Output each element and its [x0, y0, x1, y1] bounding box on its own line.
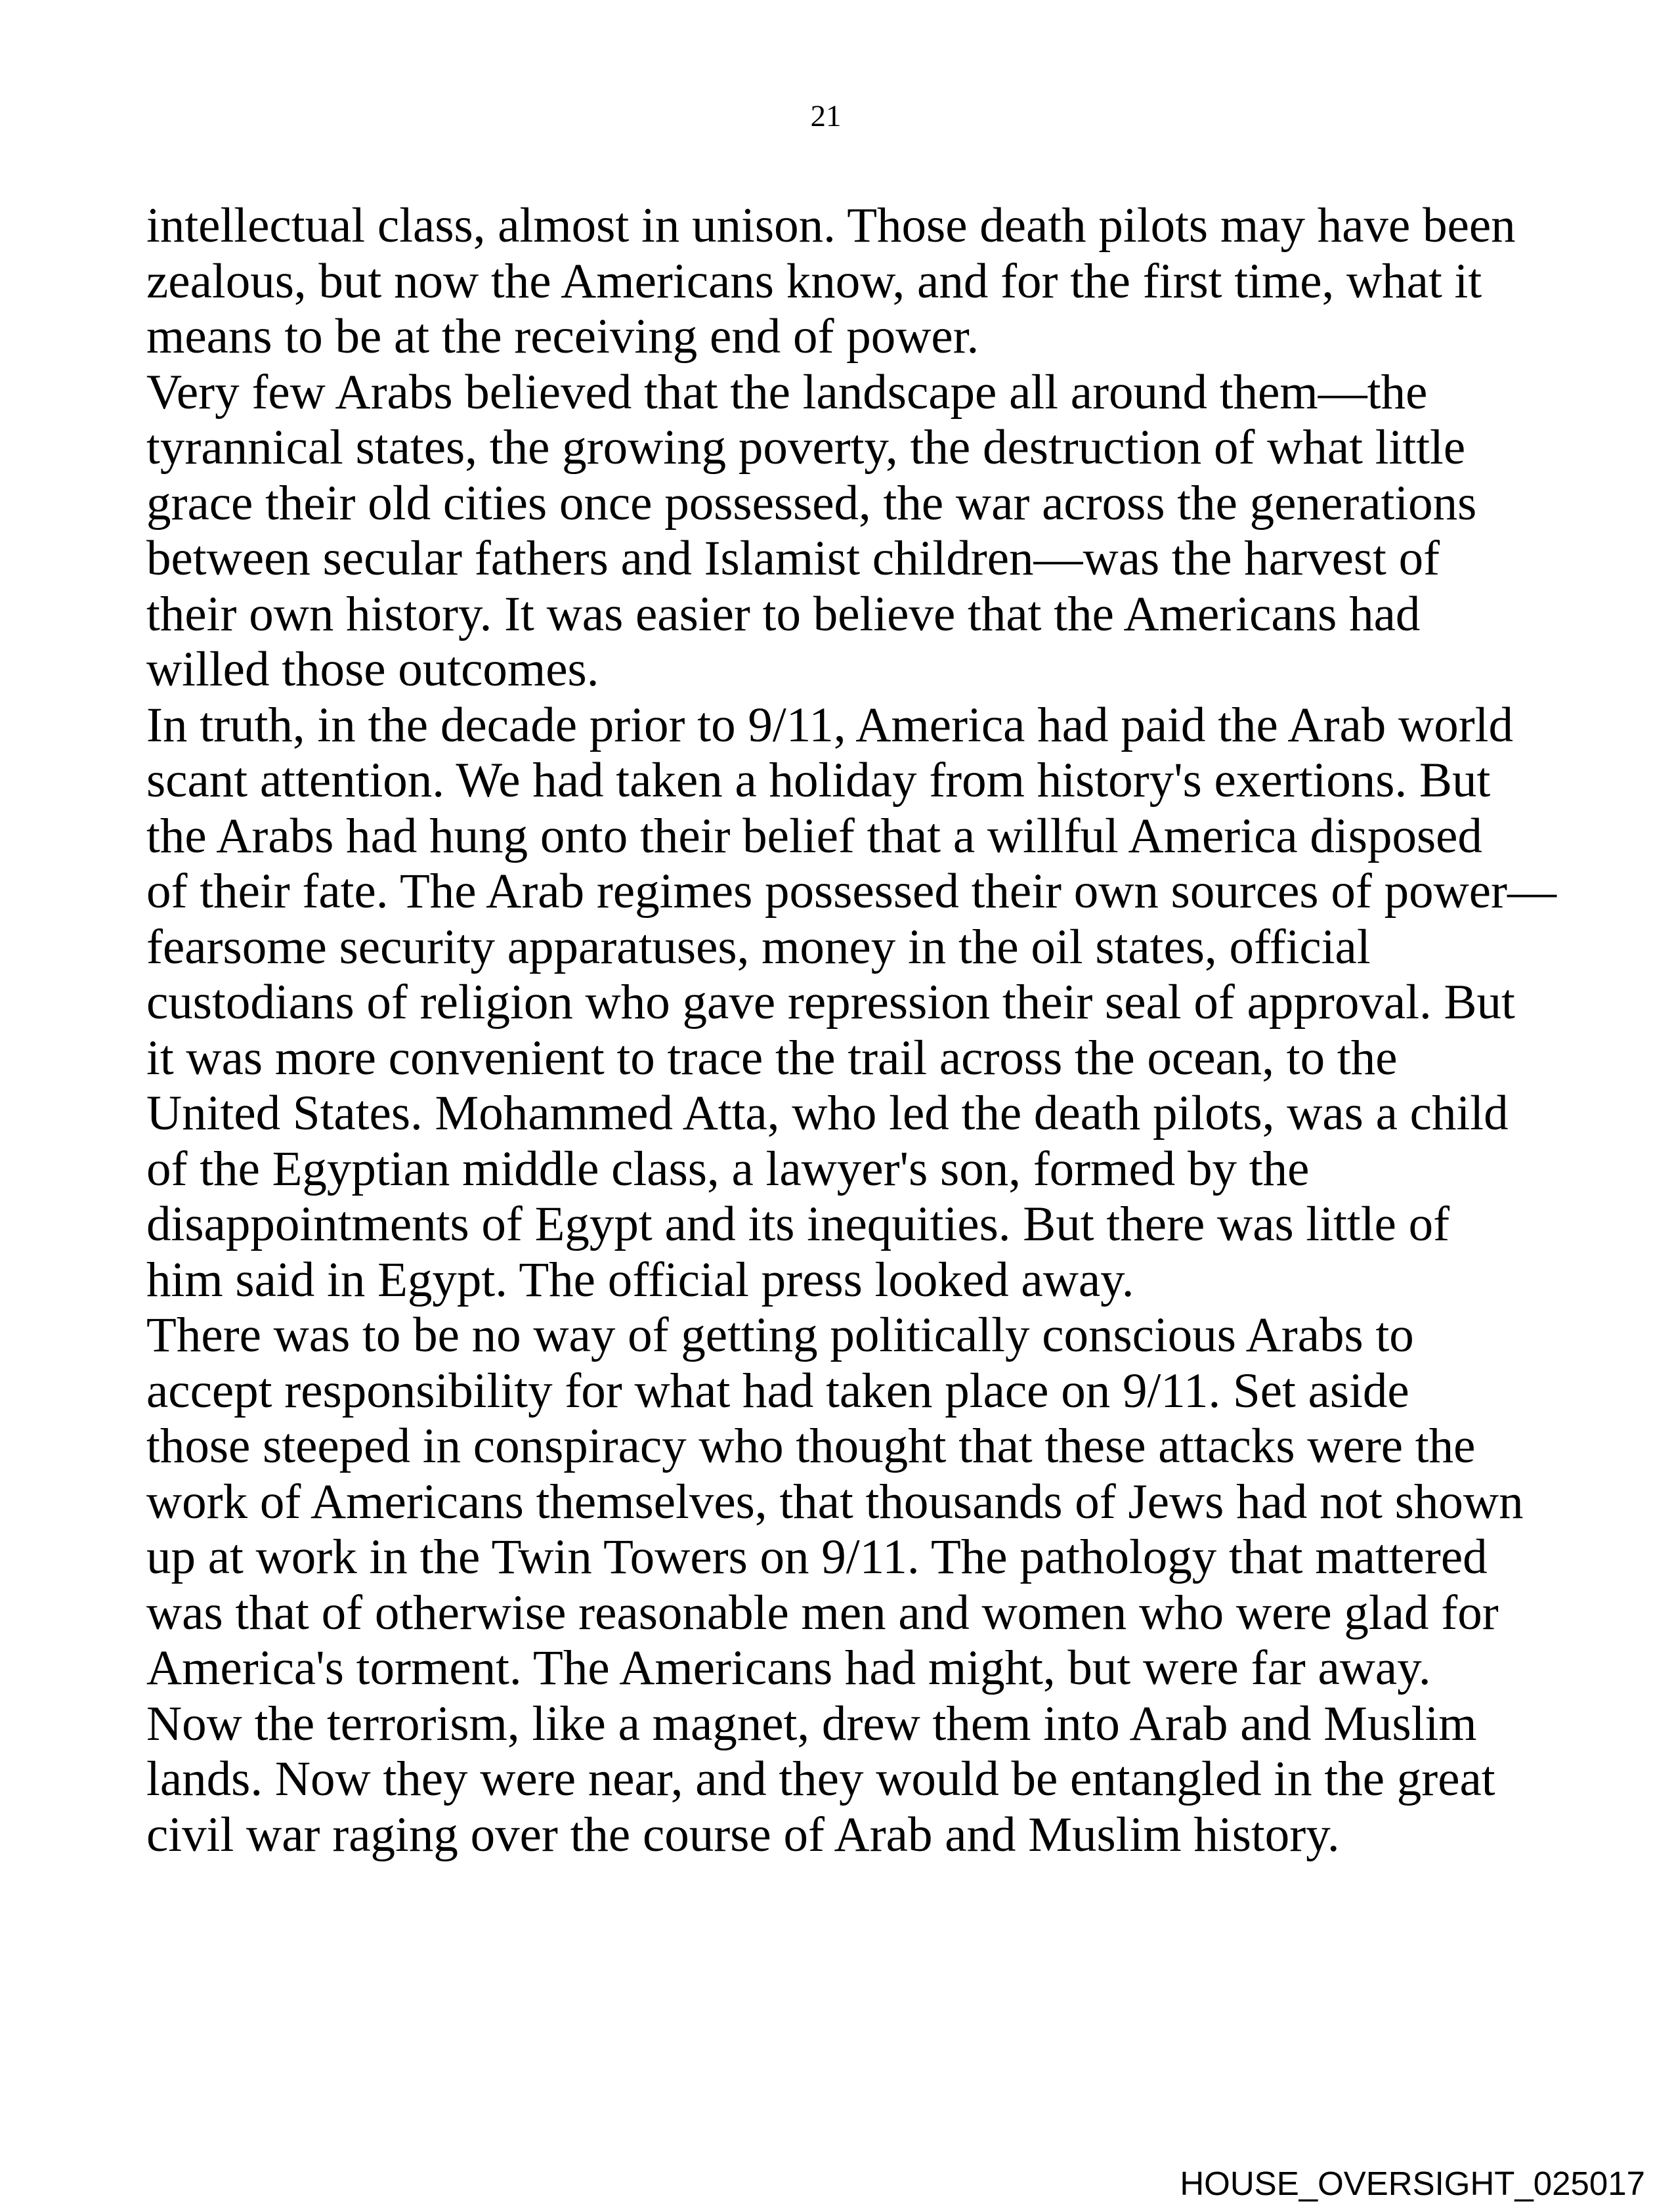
text-line: their own history. It was easier to believe that the Americans had — [146, 586, 1421, 641]
text-line: those steeped in conspiracy who thought that these attacks were the — [146, 1419, 1476, 1473]
text-line: tyrannical states, the growing poverty, the destruction of what little — [146, 420, 1466, 475]
text-line: In truth, in the decade prior to 9/11, America had paid the Arab world — [146, 697, 1514, 752]
text-line: fearsome security apparatuses, money in the oil states, official — [146, 919, 1371, 974]
paragraph — [146, 698, 1556, 1309]
paragraph — [146, 365, 1556, 698]
text-line: intellectual class, almost in unison. Those death pilots may have been — [146, 198, 1516, 253]
text-line: between secular fathers and Islamist children—was the harvest of — [146, 531, 1440, 586]
text-line: lands. Now they were near, and they would be entangled in the great — [146, 1752, 1495, 1806]
document-id-footer: HOUSE_OVERSIGHT_025017 — [1180, 2165, 1645, 2202]
text-line: civil war raging over the course of Arab and Muslim history. — [146, 1807, 1340, 1862]
text-line: disappointments of Egypt and its inequities. But there was little of — [146, 1197, 1450, 1251]
text-line: Now the terrorism, like a magnet, drew them into Arab and Muslim — [146, 1696, 1477, 1751]
text-line: of the Egyptian middle class, a lawyer's son, formed by the — [146, 1141, 1310, 1196]
text-line: accept responsibility for what had taken place on 9/11. Set aside — [146, 1363, 1409, 1418]
text-line: it was more convenient to trace the trail across the ocean, to the — [146, 1030, 1398, 1085]
body-text — [146, 198, 1556, 1863]
text-line: him said in Egypt. The official press looked away. — [146, 1252, 1134, 1307]
text-line: of their fate. The Arab regimes possessed their own sources of power— — [146, 864, 1557, 919]
text-line: There was to be no way of getting politically conscious Arabs to — [146, 1308, 1414, 1362]
text-line: zealous, but now the Americans know, and for the first time, what it — [146, 253, 1482, 309]
text-line: United States. Mohammed Atta, who led the death pilots, was a child — [146, 1086, 1509, 1140]
page-number: 21 — [810, 99, 842, 133]
text-line: willed those outcomes. — [146, 642, 599, 697]
text-line: was that of otherwise reasonable men and women who were glad for — [146, 1585, 1499, 1640]
text-line: America's torment. The Americans had might, but were far away. — [146, 1641, 1431, 1695]
text-line: custodians of religion who gave repression their seal of approval. But — [146, 975, 1515, 1030]
text-line: Very few Arabs believed that the landscape all around them—the — [146, 364, 1428, 420]
text-line: means to be at the receiving end of power. — [146, 309, 979, 364]
text-line: scant attention. We had taken a holiday from history's exertions. But — [146, 753, 1491, 808]
text-line: up at work in the Twin Towers on 9/11. The pathology that mattered — [146, 1530, 1488, 1584]
text-line: the Arabs had hung onto their belief that a willful America disposed — [146, 808, 1482, 863]
text-line: work of Americans themselves, that thousands of Jews had not shown — [146, 1474, 1524, 1529]
paragraph — [146, 1308, 1556, 1863]
text-line: grace their old cities once possessed, the war across the generations — [146, 475, 1477, 531]
paragraph — [146, 198, 1556, 365]
